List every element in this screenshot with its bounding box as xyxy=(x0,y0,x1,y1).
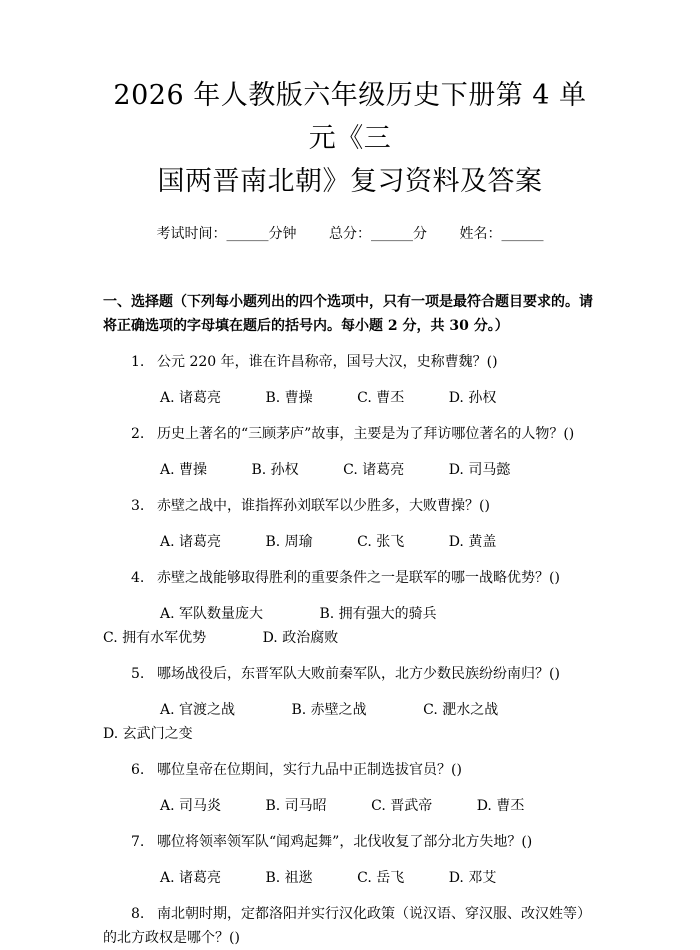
option-b: B. 孙权 xyxy=(251,462,299,478)
option-d: D. 政治腐败 xyxy=(262,630,339,646)
options-6 xyxy=(103,794,597,818)
question-6 xyxy=(103,758,597,782)
option-c: C. 晋武帝 xyxy=(371,798,433,814)
option-a: A. 诸葛亮 xyxy=(160,870,222,886)
question-8 xyxy=(103,902,597,950)
option-b: B. 曹操 xyxy=(265,390,313,406)
option-b: B. 赤壁之战 xyxy=(291,702,367,718)
options-7 xyxy=(103,866,597,890)
option-a: A. 曹操 xyxy=(160,462,208,478)
option-d: D. 孙权 xyxy=(448,390,497,406)
option-c: C. 淝水之战 xyxy=(423,702,499,718)
option-d: D. 邓艾 xyxy=(448,870,497,886)
question-text: 哪位皇帝在位期间，实行九品中正制选拔官员？() xyxy=(157,762,462,778)
option-d: D. 曹丕 xyxy=(476,798,525,814)
options-4 xyxy=(103,602,597,650)
question-text: 南北朝时期，定都洛阳并实行汉化政策（说汉语、穿汉服、改汉姓等）的北方政权是哪个？() xyxy=(103,906,591,946)
question-7 xyxy=(103,830,597,854)
question-number: 8. xyxy=(131,906,145,922)
option-a: A. 司马炎 xyxy=(160,798,222,814)
question-1 xyxy=(103,350,597,374)
option-a: A. 军队数量庞大 xyxy=(160,606,264,622)
option-c: C. 张飞 xyxy=(357,534,405,550)
options-3 xyxy=(103,530,597,554)
option-c: C. 拥有水军优势 xyxy=(103,630,207,646)
option-d: D. 司马懿 xyxy=(448,462,511,478)
title-line-1: 2026 年人教版六年级历史下册第 4 单元《三 xyxy=(113,80,587,154)
option-c: C. 诸葛亮 xyxy=(343,462,405,478)
option-c: C. 曹丕 xyxy=(357,390,405,406)
question-2 xyxy=(103,422,597,446)
question-text: 哪场战役后，东晋军队大败前秦军队，北方少数民族纷纷南归？() xyxy=(157,666,560,682)
question-text: 历史上著名的“三顾茅庐”故事，主要是为了拜访哪位著名的人物？() xyxy=(157,426,575,442)
option-a: A. 官渡之战 xyxy=(160,702,236,718)
student-name: 姓名：______ xyxy=(459,226,544,242)
question-text: 赤壁之战能够取得胜利的重要条件之一是联军的哪一战略优势？() xyxy=(157,570,560,586)
question-4 xyxy=(103,566,597,590)
exam-score: 总分：______分 xyxy=(329,226,427,242)
question-text: 哪位将领率领军队“闻鸡起舞”，北伐收复了部分北方失地？() xyxy=(157,834,533,850)
question-text: 赤壁之战中，谁指挥孙刘联军以少胜多，大败曹操？() xyxy=(157,498,490,514)
option-c: C. 岳飞 xyxy=(357,870,405,886)
exam-meta xyxy=(103,225,597,243)
document-title xyxy=(103,74,597,203)
question-number: 7. xyxy=(131,834,145,850)
option-b: B. 拥有强大的骑兵 xyxy=(319,606,437,622)
question-5 xyxy=(103,662,597,686)
title-line-2: 国两晋南北朝》复习资料及答案 xyxy=(157,166,543,197)
option-d: D. 玄武门之变 xyxy=(103,726,193,742)
option-a: A. 诸葛亮 xyxy=(160,390,222,406)
option-b: B. 祖逖 xyxy=(265,870,313,886)
options-2 xyxy=(103,458,597,482)
options-1 xyxy=(103,386,597,410)
question-number: 6. xyxy=(131,762,145,778)
section-heading: 一、选择题（下列每小题列出的四个选项中，只有一项是最符合题目要求的。请将正确选项的字母填在题后的括号内。每小题 2 分，共 30 分。） xyxy=(103,294,593,334)
option-b: B. 司马昭 xyxy=(265,798,327,814)
question-number: 1. xyxy=(131,354,145,370)
exam-time: 考试时间：______分钟 xyxy=(156,226,297,242)
question-number: 2. xyxy=(131,426,145,442)
question-number: 4. xyxy=(131,570,145,586)
question-number: 5. xyxy=(131,666,145,682)
question-text: 公元 220 年，谁在许昌称帝，国号大汉，史称曹魏？() xyxy=(157,354,498,370)
option-d: D. 黄盖 xyxy=(448,534,497,550)
options-5 xyxy=(103,698,597,746)
question-3 xyxy=(103,494,597,518)
option-a: A. 诸葛亮 xyxy=(160,534,222,550)
option-b: B. 周瑜 xyxy=(265,534,313,550)
question-number: 3. xyxy=(131,498,145,514)
